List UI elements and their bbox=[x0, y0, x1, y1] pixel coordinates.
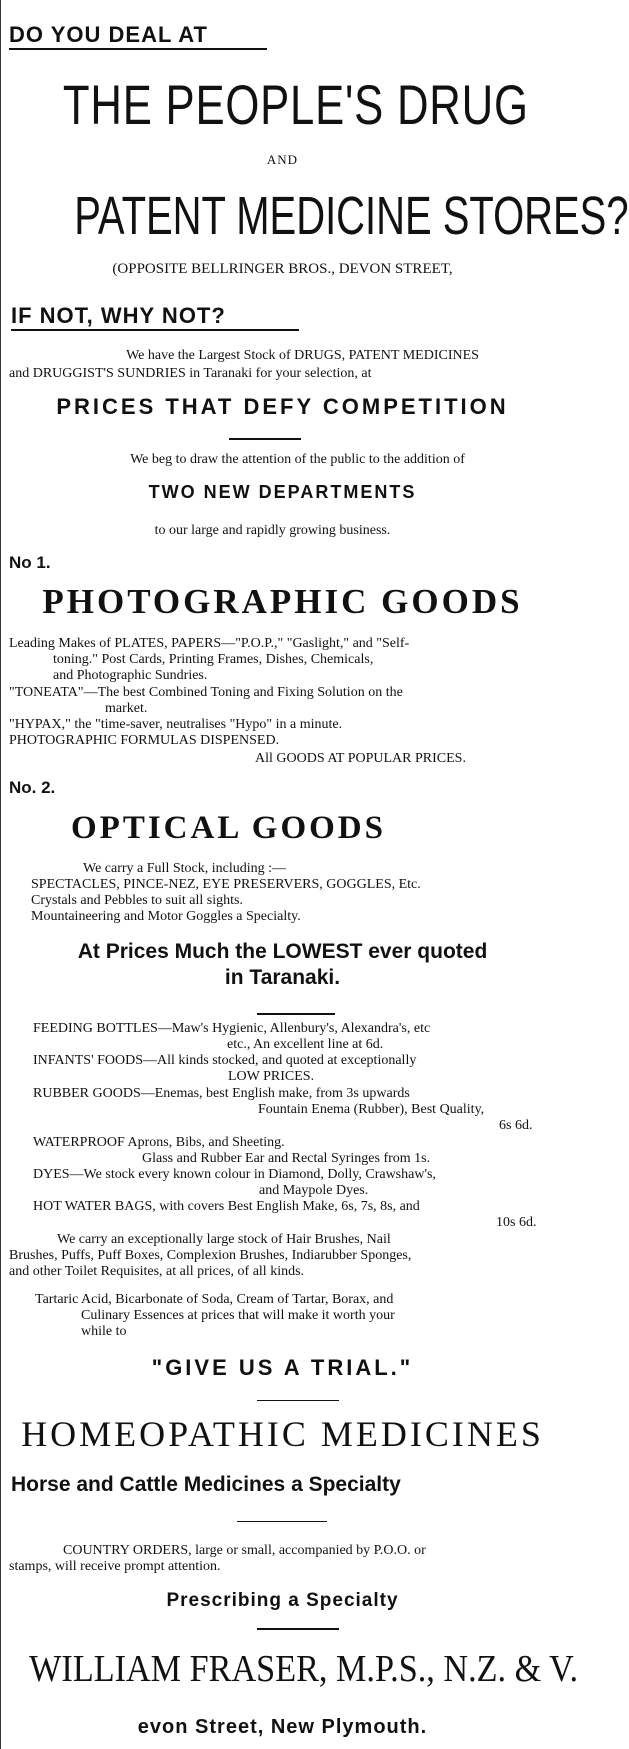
tartaric-line1: Tartaric Acid, Bicarbonate of Soda, Cream of Tartar, Borax, and bbox=[35, 1292, 394, 1307]
optical-line1: We carry a Full Stock, including :— bbox=[83, 861, 286, 876]
carry-line2: Brushes, Puffs, Puff Boxes, Complexion Brushes, Indiarubber Sponges, bbox=[9, 1248, 412, 1263]
carry-line3: and other Toilet Requisites, at all prices, of all kinds. bbox=[9, 1264, 305, 1279]
prescribing-heading: Prescribing a Specialty bbox=[166, 1590, 399, 1611]
store-title-line1: THE PEOPLE'S DRUG bbox=[62, 73, 529, 136]
departments-heading: TWO NEW DEPARTMENTS bbox=[148, 482, 417, 502]
tartaric-line3: while to bbox=[81, 1324, 127, 1339]
optical-heading: OPTICAL GOODS bbox=[71, 810, 386, 846]
divider-5 bbox=[257, 1628, 339, 1630]
infants-line2: LOW PRICES. bbox=[228, 1069, 315, 1084]
optical-line2: SPECTACLES, PINCE-NEZ, EYE PRESERVERS, GOGGLES, Etc. bbox=[31, 877, 421, 892]
hot-water-line1: HOT WATER BAGS, with covers Best English Make, 6s, 7s, 8s, and bbox=[33, 1199, 420, 1214]
prices-heading: PRICES THAT DEFY COMPETITION bbox=[56, 394, 509, 419]
waterproof-line1: WATERPROOF Aprons, Bibs, and Sheeting. bbox=[33, 1135, 285, 1150]
rubber-line1: RUBBER GOODS—Enemas, best English make, from 3s upwards bbox=[33, 1086, 410, 1101]
photo-line5: market. bbox=[105, 701, 148, 716]
optical-line4: Mountaineering and Motor Goggles a Specialty. bbox=[31, 909, 301, 924]
proprietor-name: WILLIAM FRASER, M.P.S., N.Z. & V. bbox=[29, 1648, 579, 1690]
photo-line2: toning." Post Cards, Printing Frames, Dishes, Chemicals, bbox=[53, 652, 374, 667]
waterproof-line2: Glass and Rubber Ear and Rectal Syringes from 1s. bbox=[142, 1151, 431, 1166]
divider-1 bbox=[229, 438, 301, 440]
deal-at-heading: DO YOU DEAL AT bbox=[9, 22, 208, 47]
horse-cattle-line: Horse and Cattle Medicines a Specialty bbox=[11, 1473, 401, 1496]
street-address: evon Street, New Plymouth. bbox=[137, 1716, 428, 1738]
lowest-prices-line1: At Prices Much the LOWEST ever quoted bbox=[77, 940, 488, 963]
store-title-line2: PATENT MEDICINE STORES? bbox=[74, 186, 629, 246]
lowest-prices-line2: in Taranaki. bbox=[224, 966, 341, 989]
photo-line6: "HYPAX," the "time-saver, neutralises "Hypo" in a minute. bbox=[9, 717, 343, 732]
optical-line3: Crystals and Pebbles to suit all sights. bbox=[31, 893, 243, 908]
photo-line7: PHOTOGRAPHIC FORMULAS DISPENSED. bbox=[9, 733, 280, 748]
give-us-a-trial: "GIVE US A TRIAL." bbox=[151, 1355, 414, 1380]
rubber-line2: Fountain Enema (Rubber), Best Quality, bbox=[258, 1102, 485, 1117]
infants-line1: INFANTS' FOODS—All kinds stocked, and quoted at exceptionally bbox=[33, 1053, 417, 1068]
dyes-line2: and Maypole Dyes. bbox=[259, 1183, 369, 1198]
if-not-underline bbox=[11, 329, 299, 331]
hot-water-line2: 10s 6d. bbox=[496, 1215, 537, 1230]
divider-2 bbox=[257, 1013, 335, 1015]
photo-line1: Leading Makes of PLATES, PAPERS—"P.O.P.," "Gaslight," and "Self- bbox=[9, 636, 410, 651]
if-not-heading: IF NOT, WHY NOT? bbox=[11, 303, 226, 328]
country-orders-line1: COUNTRY ORDERS, large or small, accompanied by P.O.O. or bbox=[63, 1543, 426, 1558]
divider-4 bbox=[237, 1521, 327, 1522]
business-line: to our large and rapidly growing business. bbox=[154, 523, 391, 538]
rubber-line3: 6s 6d. bbox=[499, 1118, 533, 1133]
photo-line3: and Photographic Sundries. bbox=[53, 668, 208, 683]
homeopathic-heading: HOMEOPATHIC MEDICINES bbox=[21, 1414, 544, 1454]
tartaric-line2: Culinary Essences at prices that will make it worth your bbox=[81, 1308, 395, 1323]
no-2-label: No. 2. bbox=[9, 778, 56, 797]
dyes-line1: DYES—We stock every known colour in Diamond, Dolly, Crawshaw's, bbox=[33, 1167, 436, 1182]
photo-line8: All GOODS AT POPULAR PRICES. bbox=[255, 751, 466, 766]
stock-line1: We have the Largest Stock of DRUGS, PATENT MEDICINES bbox=[126, 348, 479, 363]
photographic-heading: PHOTOGRAPHIC GOODS bbox=[42, 582, 523, 621]
deal-at-underline bbox=[9, 48, 267, 50]
carry-line1: We carry an exceptionally large stock of Hair Brushes, Nail bbox=[57, 1232, 391, 1247]
feeding-line1: FEEDING BOTTLES—Maw's Hygienic, Allenbury's, Alexandra's, etc bbox=[33, 1021, 431, 1036]
stock-line2: and DRUGGIST'S SUNDRIES in Taranaki for your selection, at bbox=[9, 366, 372, 381]
country-orders-line2: stamps, will receive prompt attention. bbox=[9, 1559, 221, 1574]
feeding-line2: etc., An excellent line at 6d. bbox=[227, 1037, 384, 1052]
attention-line: We beg to draw the attention of the public to the addition of bbox=[130, 452, 465, 467]
address-line: (OPPOSITE BELLRINGER BROS., DEVON STREET, bbox=[112, 261, 453, 277]
photo-line4: "TONEATA"—The best Combined Toning and Fixing Solution on the bbox=[9, 685, 403, 700]
divider-3 bbox=[257, 1400, 339, 1401]
no-1-label: No 1. bbox=[9, 553, 51, 572]
and-word: AND bbox=[266, 152, 299, 167]
